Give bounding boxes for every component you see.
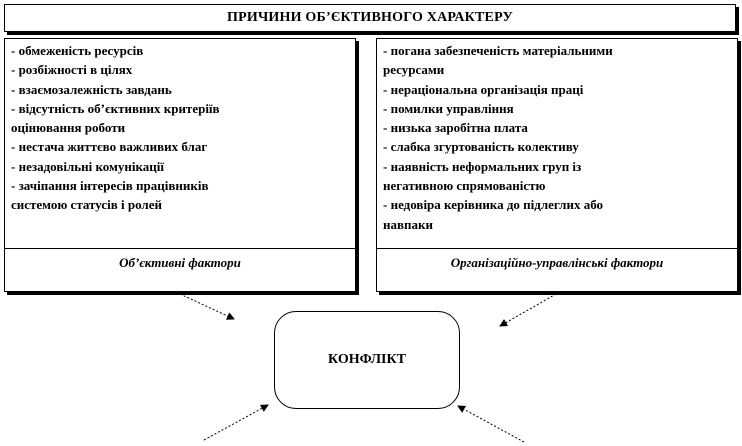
list-item: - помилки управління — [383, 100, 514, 116]
arrow-bottom-left — [204, 405, 268, 440]
list-item: - нераціональна організація праці — [383, 81, 584, 97]
list-item: - погана забезпеченість матеріальними — [383, 43, 613, 58]
arrow-top-left — [180, 294, 234, 319]
list-item: системою статусів і ролей — [11, 197, 162, 213]
list-item: - розбіжності в цілях — [11, 62, 133, 78]
list-item: оцінювання роботи — [11, 120, 126, 136]
list-item: ресурсами — [383, 62, 445, 78]
conflict-label: КОНФЛІКТ — [328, 352, 406, 367]
arrow-top-right — [500, 294, 556, 326]
list-item: - зачіпання інтересів працівників — [11, 178, 209, 194]
objective-factors-caption: Об’єктивні фактори — [119, 255, 241, 270]
list-item: - наявність неформальних груп із — [383, 158, 582, 174]
list-item: негативною спрямованістю — [383, 178, 546, 194]
header-title: ПРИЧИНИ ОБ’ЄКТИВНОГО ХАРАКТЕРУ — [227, 10, 513, 25]
list-item: - незадовільні комунікації — [11, 158, 165, 174]
list-item: - обмеженість ресурсів — [11, 43, 144, 58]
list-item: - низька заробітна плата — [383, 120, 528, 136]
list-item: - недовіра керівника до підлеглих або — [383, 197, 604, 213]
list-item: навпаки — [383, 216, 433, 232]
list-item: - нестача життєво важливих благ — [11, 139, 208, 155]
organizational-factors-caption: Організаційно-управлінські фактори — [450, 255, 664, 270]
list-item: - слабка згуртованість колективу — [383, 139, 579, 155]
conflict-box — [274, 311, 460, 409]
list-item: - відсутність об’єктивних критеріїв — [11, 100, 220, 116]
list-item: - взаємозалежність завдань — [11, 81, 172, 97]
arrow-bottom-right — [458, 406, 524, 442]
